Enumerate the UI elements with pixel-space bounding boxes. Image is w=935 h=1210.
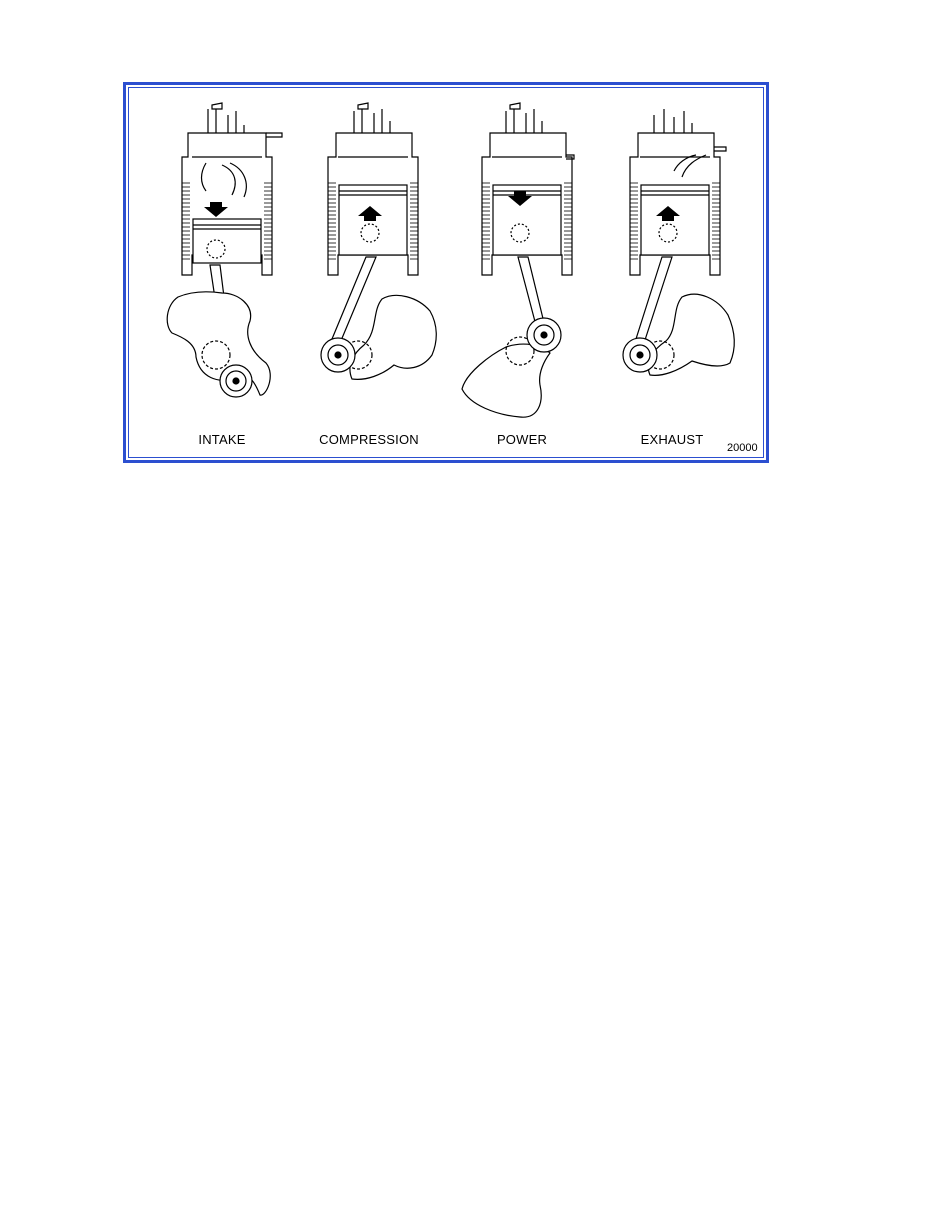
figure-frame	[123, 82, 769, 463]
figure-number: 20000	[727, 442, 758, 454]
exhaust-label: EXHAUST	[640, 432, 704, 447]
compression-label: COMPRESSION	[319, 432, 419, 447]
intake-cylinder	[167, 103, 282, 397]
engine-diagram	[126, 85, 772, 466]
power-label: POWER	[496, 432, 548, 447]
exhaust-cylinder	[623, 109, 734, 375]
power-cylinder	[462, 103, 574, 417]
compression-cylinder	[321, 103, 436, 379]
intake-label: INTAKE	[198, 432, 246, 447]
